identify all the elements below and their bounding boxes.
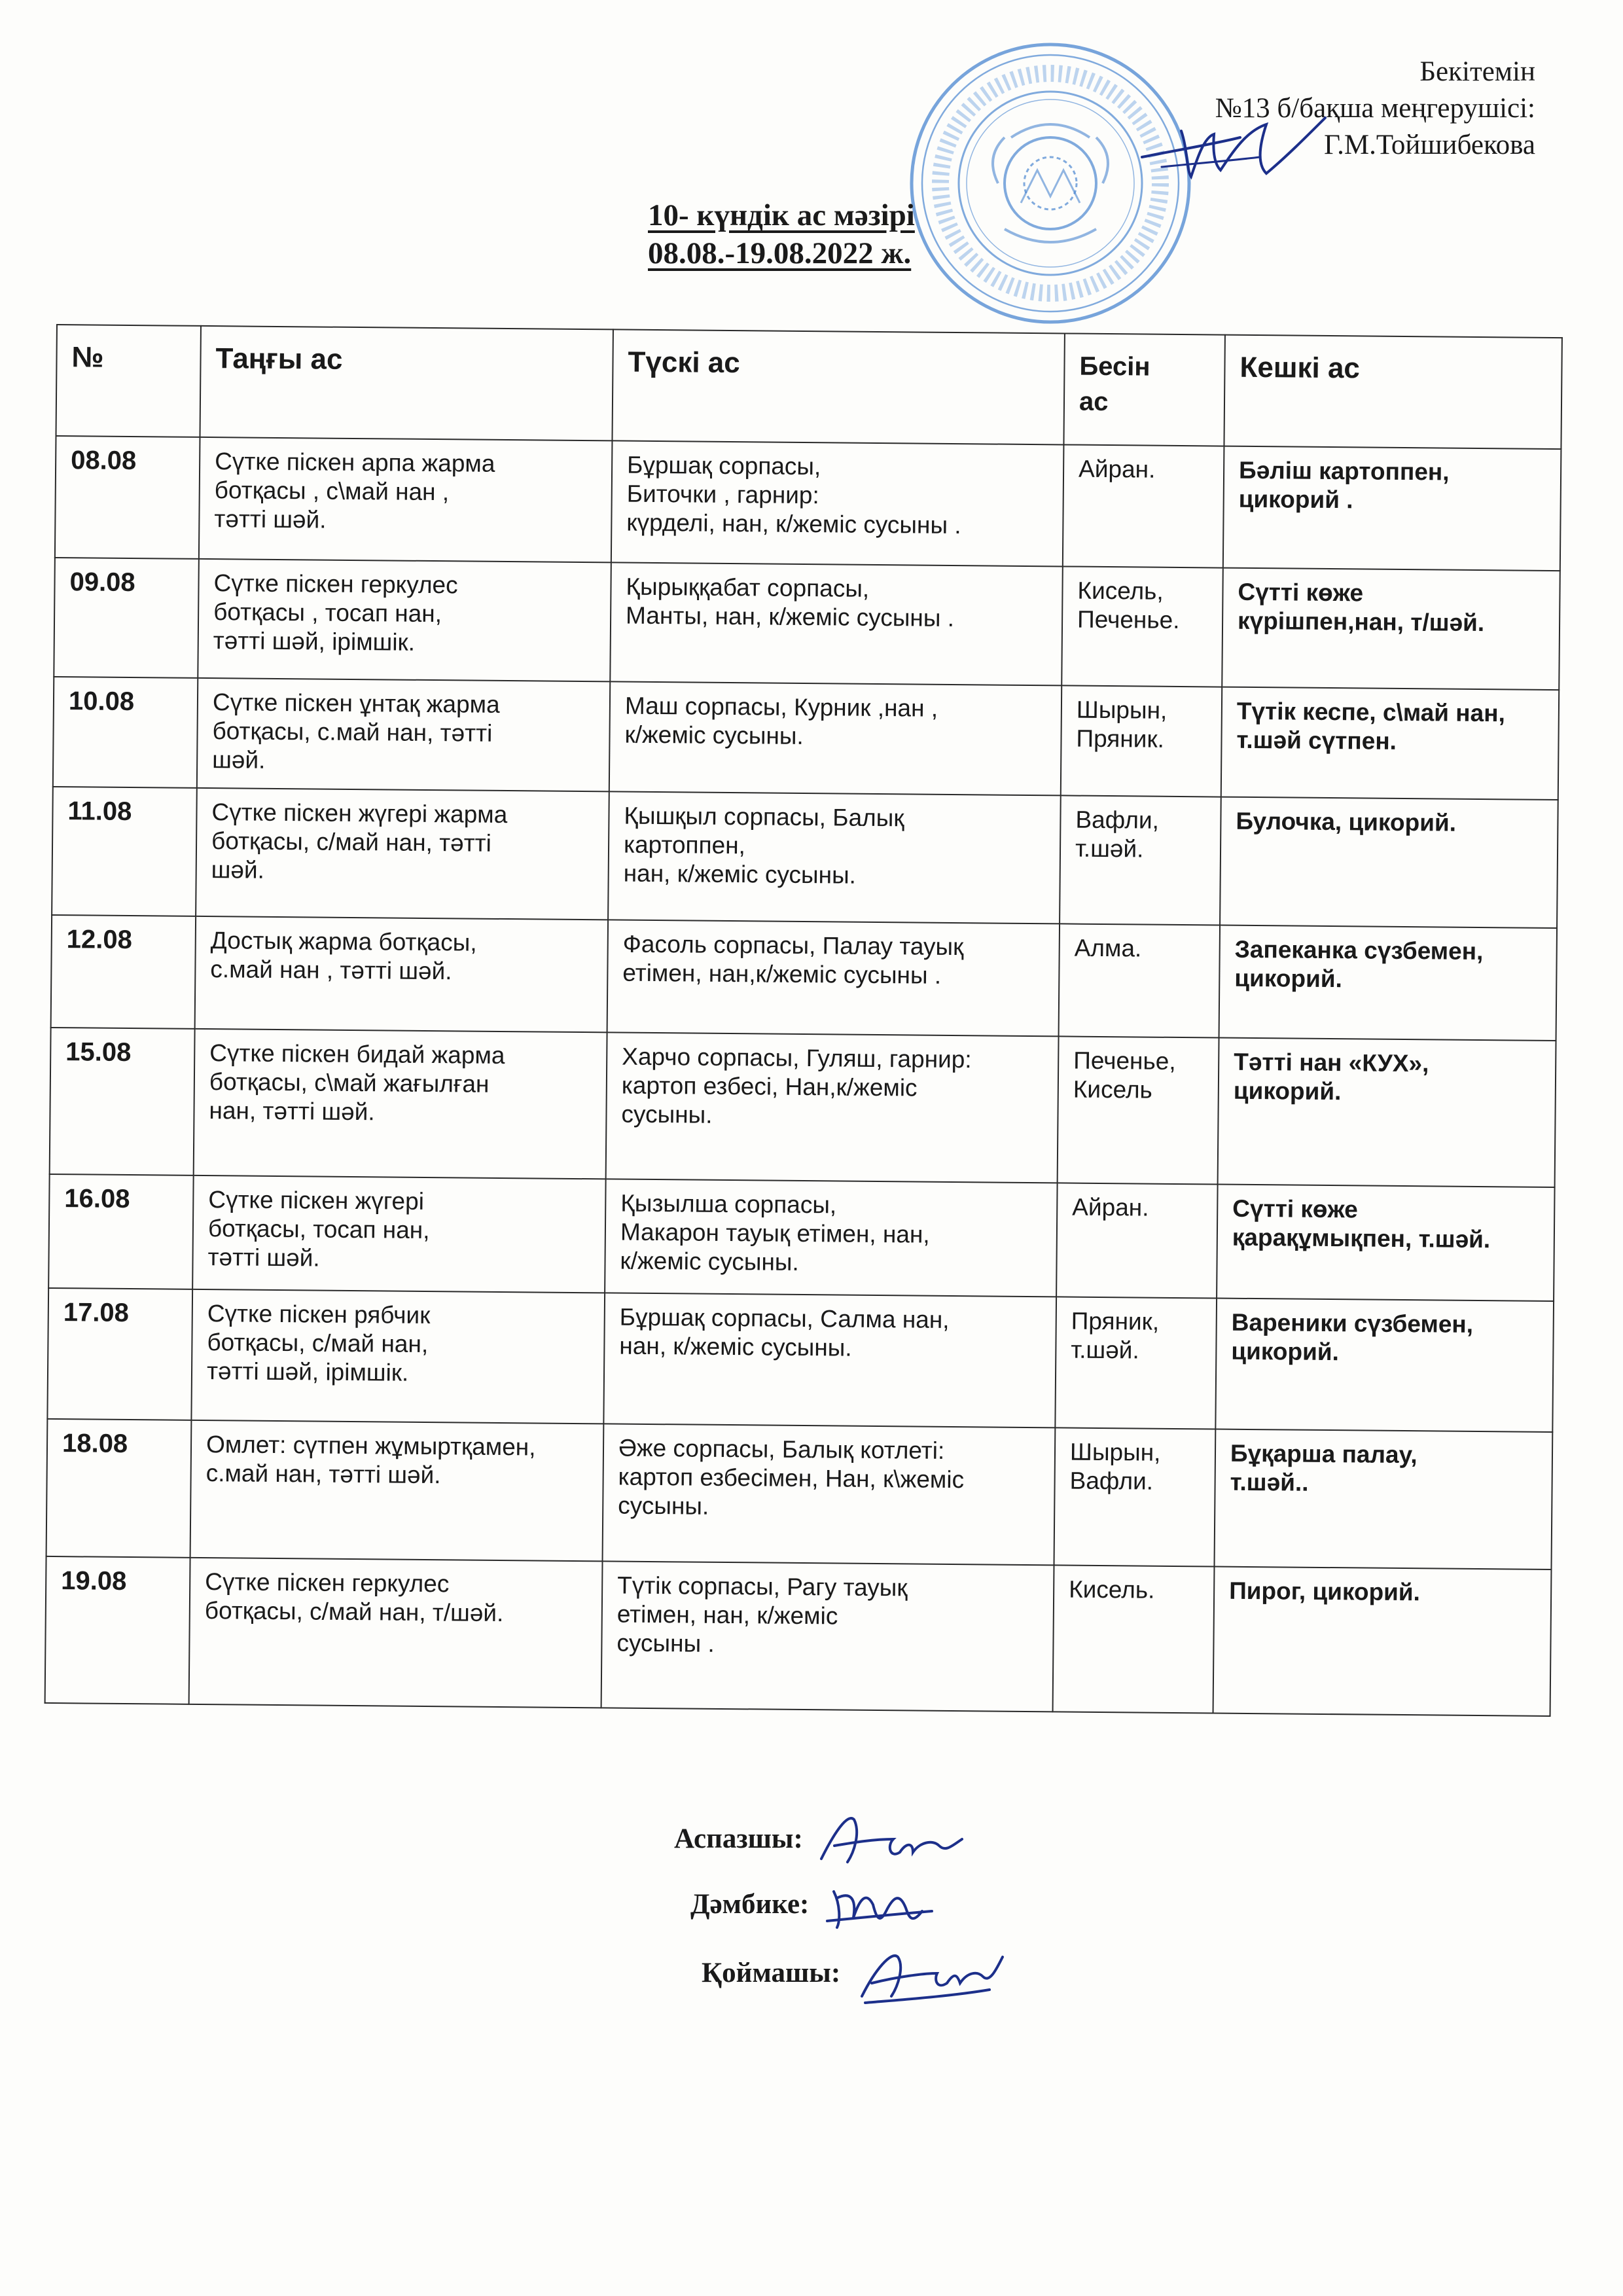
row-date: 18.08 <box>46 1419 192 1558</box>
row-breakfast: Достық жарма ботқасы, с.май нан , тәтті шәй. <box>195 916 608 1032</box>
table-row <box>51 915 1557 1041</box>
table-row <box>55 436 1561 571</box>
warehouse-label: Қоймашы: <box>702 1958 841 1988</box>
row-dinner: Запеканка сүзбемен, цикорий. <box>1219 925 1557 1041</box>
row-breakfast: Сүтке піскен ұнтақ жарма ботқасы, с.май нан, тәтті шәй. <box>197 678 610 791</box>
row-breakfast: Сүтке піскен бидай жарма ботқасы, с\май жағылған нан, тәтті шәй. <box>194 1029 607 1179</box>
row-date: 17.08 <box>47 1288 192 1420</box>
row-breakfast: Сүтке піскен арпа жарма ботқасы , с\май нан , тәтті шәй. <box>199 437 613 562</box>
table-row <box>48 1174 1554 1301</box>
signature-line-cook <box>674 1806 1009 1872</box>
row-dinner: Тәтті нан «КУХ», цикорий. <box>1218 1038 1556 1187</box>
menu-table <box>45 324 1563 1717</box>
row-snack: Кисель. <box>1053 1565 1215 1713</box>
row-dinner: Сүтті көже қарақұмықпен, т.шәй. <box>1217 1185 1554 1301</box>
row-snack: Алма. <box>1059 924 1220 1037</box>
row-date: 19.08 <box>45 1556 190 1704</box>
row-lunch: Қырыққабат сорпасы, Манты, нан, к/жеміс сусыны . <box>610 562 1063 685</box>
row-dinner: Пирог, цикорий. <box>1213 1567 1552 1716</box>
signature-line-warehouse <box>702 1937 1009 2009</box>
row-breakfast: Сүтке піскен геркулес ботқасы, с/май нан, т/шәй. <box>189 1558 603 1708</box>
table-row <box>53 677 1559 800</box>
table-row <box>45 1556 1552 1716</box>
row-dinner: Сүтті көже күрішпен,нан, т/шәй. <box>1222 568 1560 690</box>
row-breakfast: Сүтке піскен жүгері жарма ботқасы, с/май нан, тәтті шәй. <box>196 788 609 920</box>
table-row <box>46 1419 1553 1570</box>
director-signature <box>1135 111 1332 190</box>
row-lunch: Харчо сорпасы, Гуляш, гарнир: картоп езбесі, Нан,к/жеміс сусыны. <box>606 1032 1059 1183</box>
row-snack: Шырын, Пряник. <box>1061 685 1222 797</box>
row-dinner: Бәліш картоппен, цикорий . <box>1223 446 1561 571</box>
row-lunch: Бұршақ сорпасы, Биточки , гарнир: күрделі, нан, к/жеміс сусыны . <box>611 440 1064 566</box>
storekeeper-signature <box>821 1872 952 1937</box>
row-snack: Пряник, т.шәй. <box>1055 1297 1217 1429</box>
approver-name: Г.М.Тойшибекова <box>1324 130 1535 160</box>
table-row <box>54 558 1560 690</box>
storekeeper-label: Дәмбике: <box>690 1889 810 1920</box>
table-row <box>52 787 1558 928</box>
approval-label: Бекітемін <box>1419 56 1535 87</box>
row-snack: Айран. <box>1056 1183 1218 1298</box>
row-date: 08.08 <box>55 436 200 559</box>
cook-label: Аспазшы: <box>674 1823 803 1854</box>
row-dinner: Булочка, цикорий. <box>1220 797 1558 928</box>
row-breakfast: Сүтке піскен жүгері ботқасы, тосап нан, тәтті шәй. <box>192 1175 605 1293</box>
row-snack: Кисель, Печенье. <box>1061 566 1223 687</box>
row-breakfast: Омлет: сүтпен жұмыртқамен, с.май нан, тәтті шәй. <box>190 1420 604 1561</box>
row-snack: Вафли, т.шәй. <box>1060 795 1221 925</box>
warehouse-signature <box>852 1937 1009 2009</box>
row-lunch: Фасоль сорпасы, Палау тауық етімен, нан,к/жеміс сусыны . <box>607 920 1060 1036</box>
row-date: 09.08 <box>54 558 199 678</box>
title-line: 10- күндік ас мәзірі <box>648 198 915 232</box>
row-lunch: Қызылша сорпасы, Макарон тауық етімен, нан, к/жеміс сусыны. <box>605 1179 1057 1297</box>
row-dinner: Бұқарша палау, т.шәй.. <box>1214 1429 1552 1570</box>
table-row <box>47 1288 1554 1432</box>
row-lunch: Маш сорпасы, Курник ,нан , к/жеміс сусыны. <box>609 681 1061 795</box>
row-breakfast: Сүтке піскен геркулес ботқасы , тосап нан, тәтті шәй, ірімшік. <box>198 559 611 681</box>
row-date: 12.08 <box>51 915 196 1029</box>
signature-block <box>674 1806 1009 2009</box>
signature-line-storekeeper <box>690 1872 1009 1937</box>
header-breakfast: Таңғы ас <box>200 326 613 440</box>
row-lunch: Әже сорпасы, Балық котлеті: картоп езбесімен, Нан, к\жеміс сусыны. <box>603 1424 1056 1565</box>
row-snack: Айран. <box>1063 444 1224 567</box>
approver-position: №13 б/бақша меңгерушісі: <box>1215 93 1535 124</box>
row-lunch: Қышқыл сорпасы, Балық картоппен, нан, к/жеміс сусыны. <box>608 791 1061 924</box>
row-breakfast: Сүтке піскен рябчик ботқасы, с/май нан, тәтті шәй, ірімшік. <box>191 1289 605 1424</box>
header-snack: Бесін ас <box>1063 333 1224 446</box>
row-lunch: Бұршақ сорпасы, Салма нан, нан, к/жеміс сусыны. <box>603 1293 1056 1427</box>
row-dinner: Вареники сүзбемен, цикорий. <box>1215 1299 1554 1432</box>
table-header-row <box>56 325 1562 449</box>
row-date: 10.08 <box>53 677 198 788</box>
document-title <box>648 196 915 272</box>
row-date: 15.08 <box>50 1028 195 1175</box>
header-lunch: Түскі ас <box>612 329 1064 444</box>
table-row <box>50 1028 1556 1187</box>
row-date: 11.08 <box>52 787 197 916</box>
row-dinner: Түтік кеспе, с\май нан, т.шәй сүтпен. <box>1221 687 1559 800</box>
row-date: 16.08 <box>48 1174 194 1289</box>
cook-signature <box>815 1806 972 1872</box>
row-lunch: Түтік сорпасы, Рагу тауық етімен, нан, к/жеміс сусыны . <box>601 1561 1054 1712</box>
header-number: № <box>56 325 201 437</box>
row-snack: Шырын, Вафли. <box>1054 1427 1216 1566</box>
row-snack: Печенье, Кисель <box>1058 1036 1219 1184</box>
header-dinner: Кешкі ас <box>1224 335 1561 449</box>
title-period: 08.08.-19.08.2022 ж. <box>648 236 912 270</box>
